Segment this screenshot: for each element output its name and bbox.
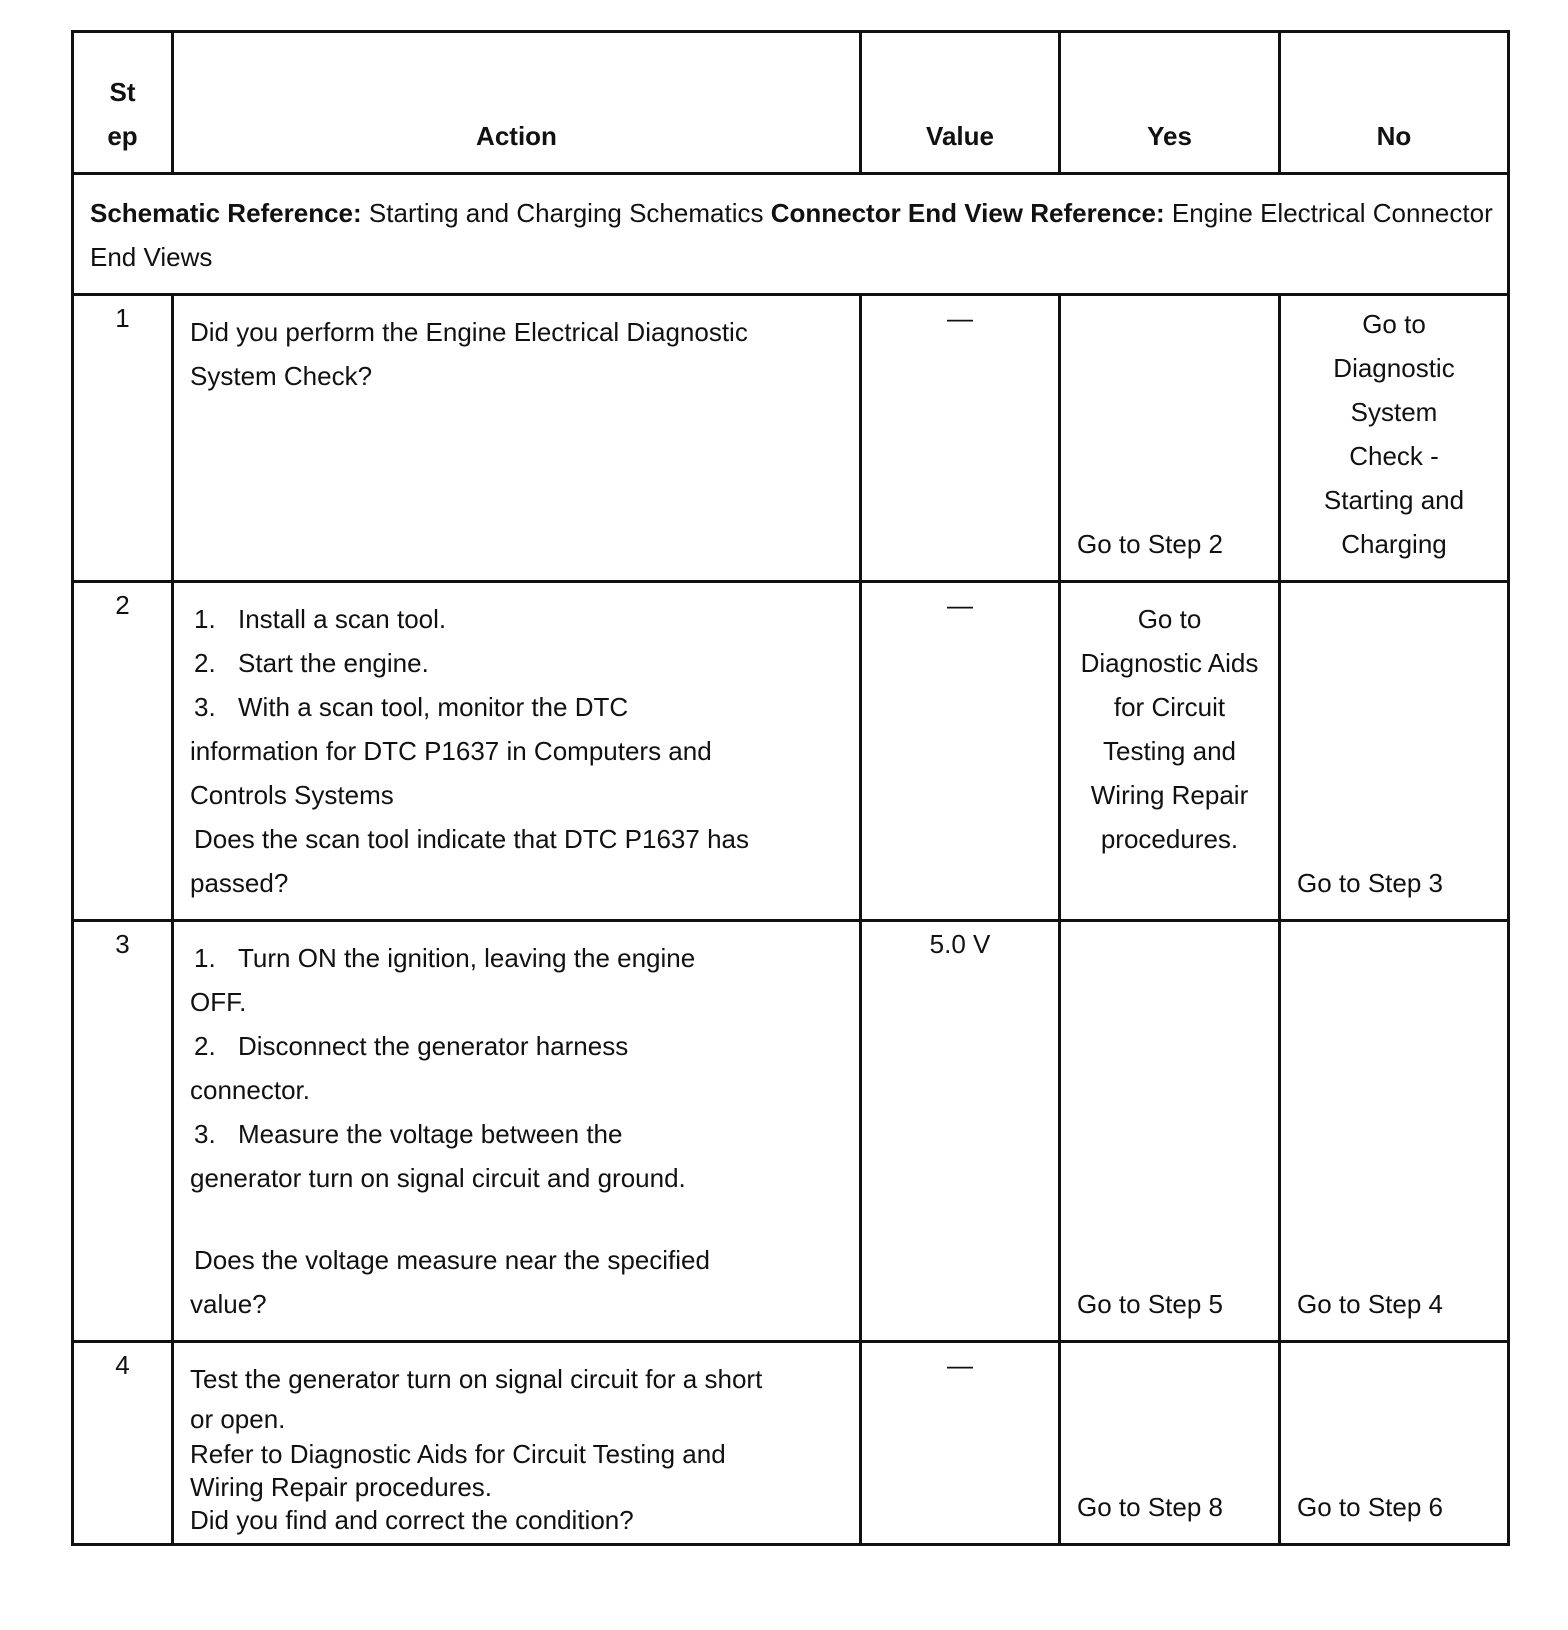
value-cell: — — [861, 1342, 1060, 1545]
yes-cell: Go to Diagnostic Aids for Circuit Testing and Wiring Repair procedures. — [1060, 582, 1280, 921]
header-action: Action — [173, 32, 861, 174]
value-cell: — — [861, 582, 1060, 921]
action-cell: 1. Turn ON the ignition, leaving the engine OFF. 2. Disconnect the generator harness connector. 3. Measure the voltage between the generator turn on signal circuit and ground. Does the voltage measure near the specified value? — [173, 921, 861, 1342]
header-value: Value — [861, 32, 1060, 174]
no-cell: Go to Diagnostic System Check - Starting and Charging — [1280, 295, 1509, 582]
step-number: 4 — [73, 1342, 173, 1545]
value-cell: 5.0 V — [861, 921, 1060, 1342]
section-row — [73, 174, 1509, 295]
table-row — [73, 921, 1509, 1342]
value-cell: — — [861, 295, 1060, 582]
step-number: 2 — [73, 582, 173, 921]
action-cell: Test the generator turn on signal circuit for a short or open. Refer to Diagnostic Aids for Circuit Testing and Wiring Repair procedures. Did you find and correct the condition? — [173, 1342, 861, 1545]
header-no: No — [1280, 32, 1509, 174]
yes-cell: Go to Step 2 — [1060, 295, 1280, 582]
step-number: 3 — [73, 921, 173, 1342]
connector-text: Engine Electrical Connector End Views — [90, 198, 1493, 272]
schematic-label: Schematic Reference: — [90, 198, 362, 228]
table-row — [73, 295, 1509, 582]
no-cell: Go to Step 6 — [1280, 1342, 1509, 1545]
header-row — [73, 32, 1509, 174]
connector-label: Connector End View Reference: — [770, 198, 1165, 228]
action-cell: 1. Install a scan tool. 2. Start the engine. 3. With a scan tool, monitor the DTC information for DTC P1637 in Computers and Controls Systems Does the scan tool indicate that DTC P1637 has passed? — [173, 582, 861, 921]
schematic-text: Starting and Charging Schematics — [368, 198, 764, 228]
no-cell: Go to Step 3 — [1280, 582, 1509, 921]
action-cell: Did you perform the Engine Electrical Diagnostic System Check? — [173, 295, 861, 582]
header-yes: Yes — [1060, 32, 1280, 174]
yes-cell: Go to Step 8 — [1060, 1342, 1280, 1545]
header-step: St ep — [73, 32, 173, 174]
table-row — [73, 1342, 1509, 1545]
table-row — [73, 582, 1509, 921]
step-number: 1 — [73, 295, 173, 582]
yes-cell: Go to Step 5 — [1060, 921, 1280, 1342]
diagnostic-table — [71, 30, 1510, 1546]
no-cell: Go to Step 4 — [1280, 921, 1509, 1342]
diagnostic-table-page — [71, 30, 1507, 1546]
reference-section — [73, 174, 1509, 295]
